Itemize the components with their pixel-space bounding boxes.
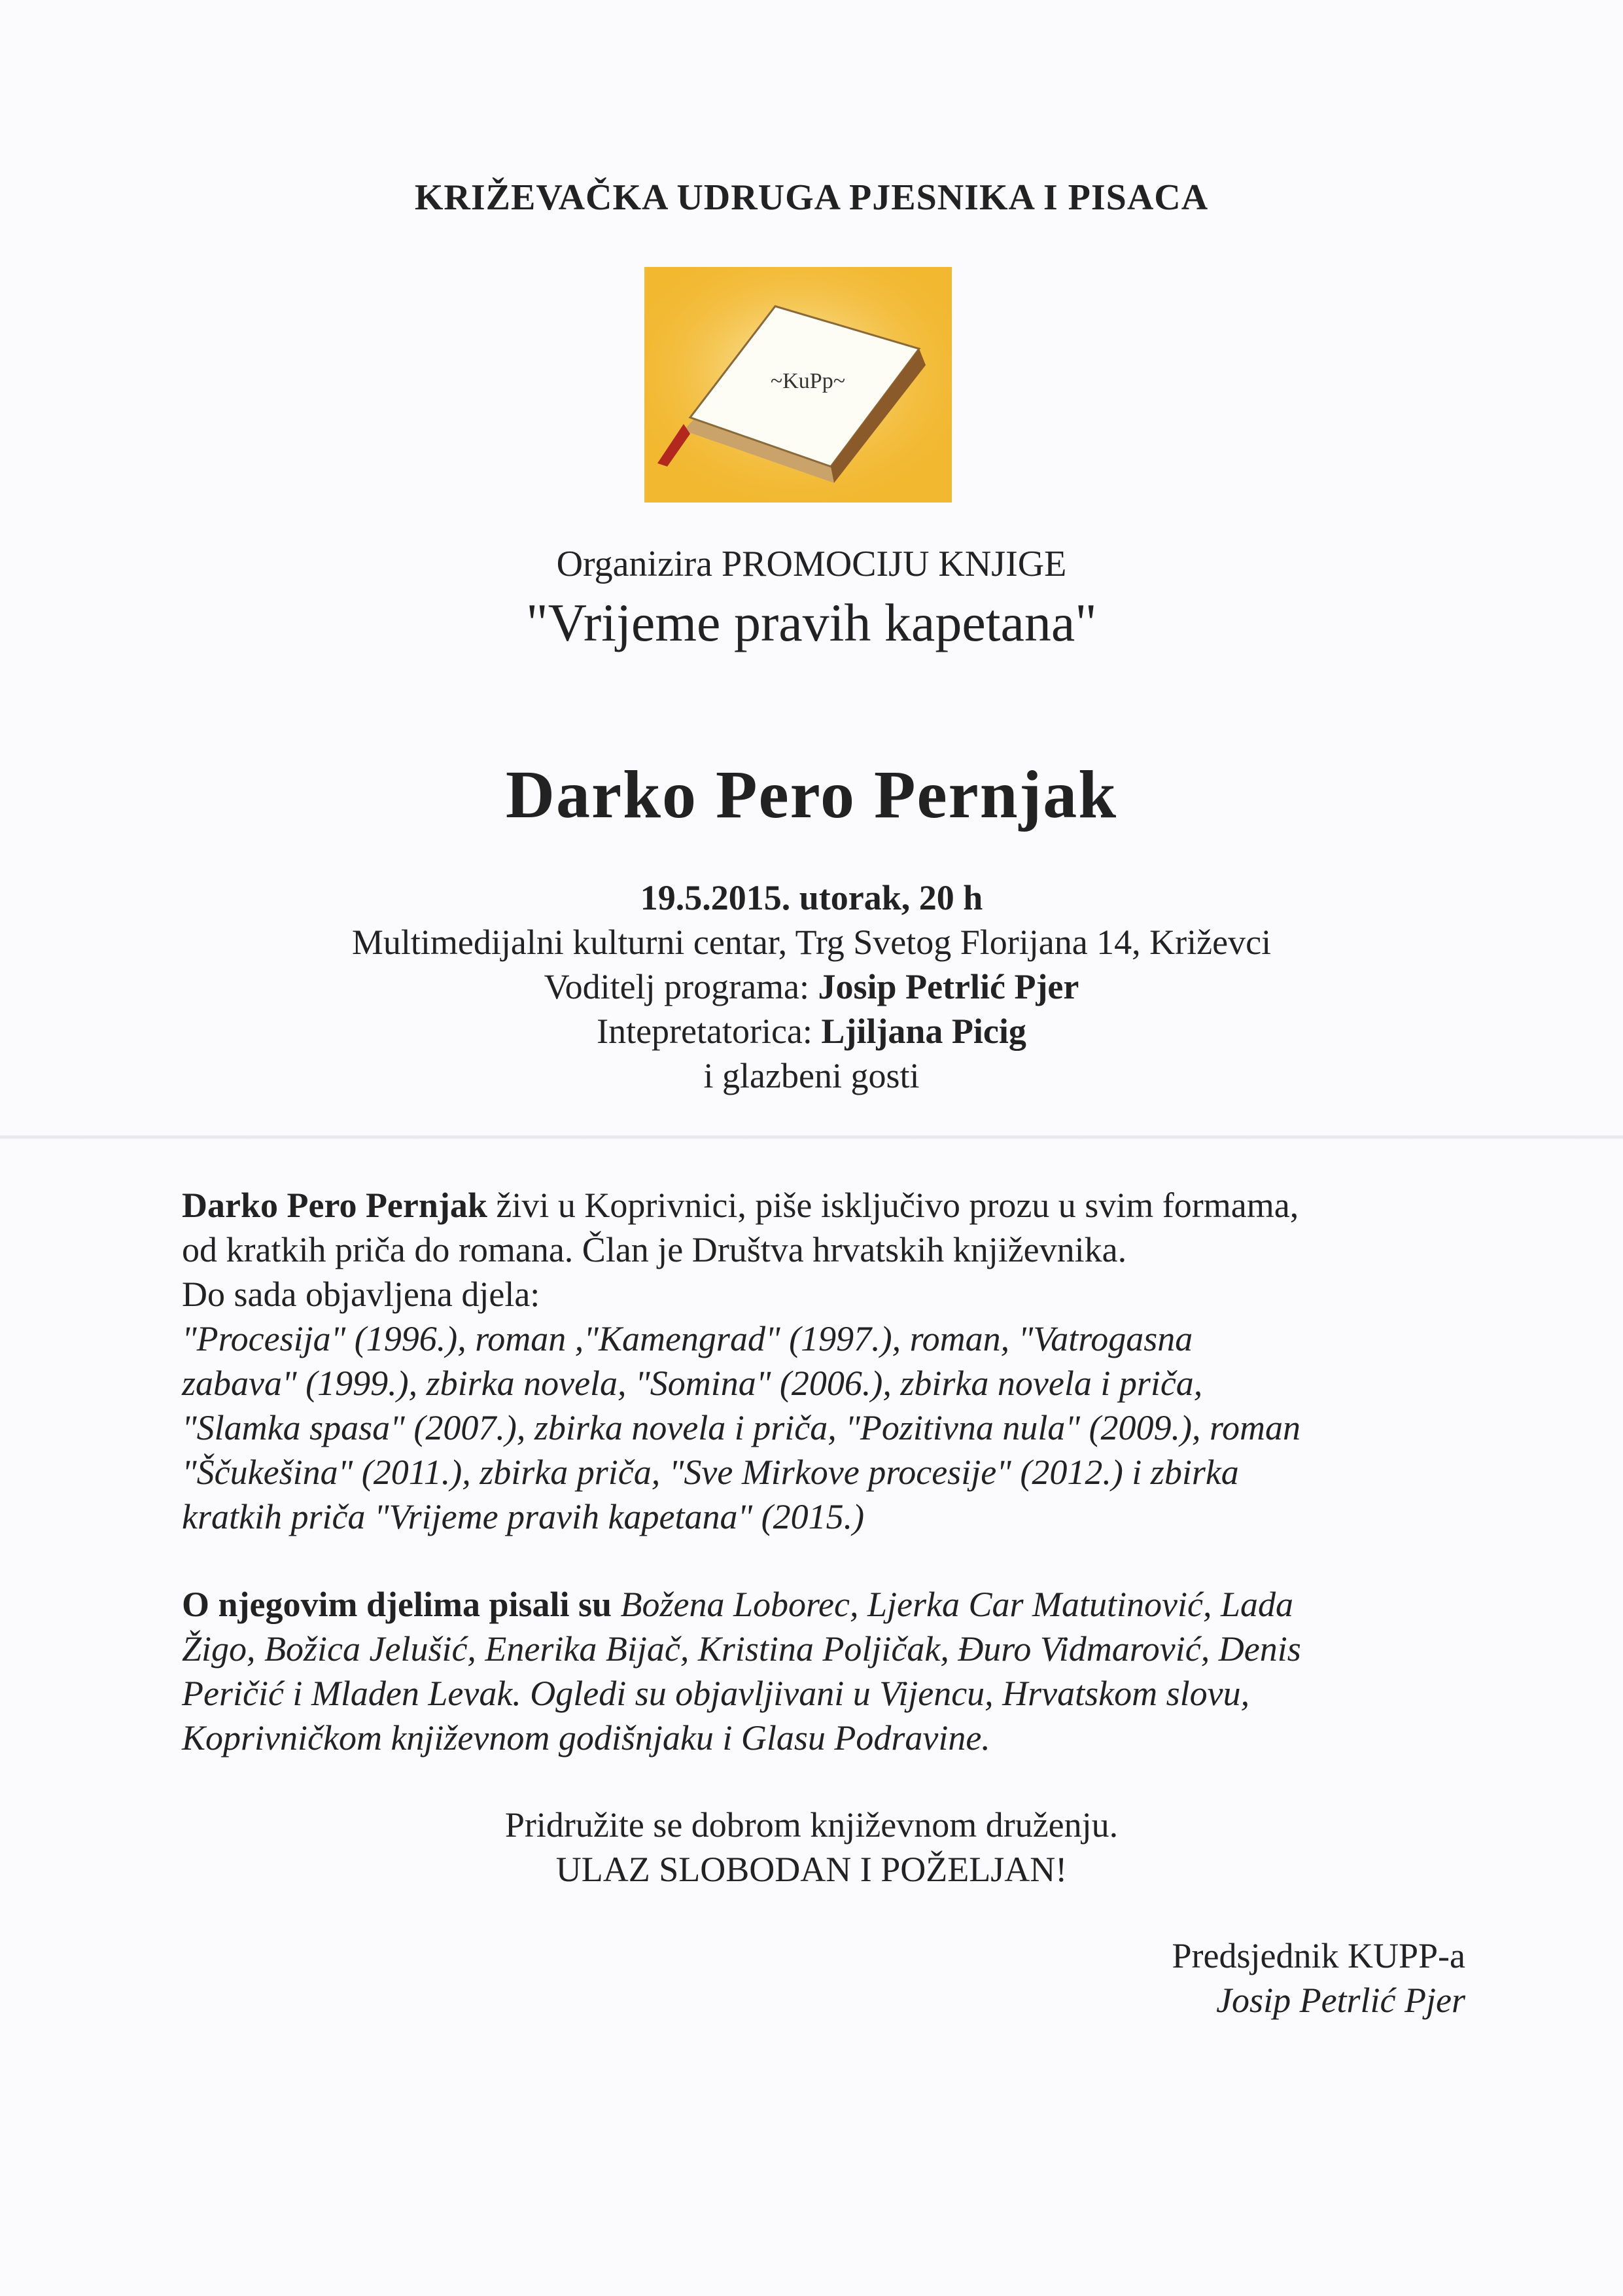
signature-name: Josip Petrlić Pjer <box>1216 1981 1465 2020</box>
works-line: zabava" (1999.), zbirka novela, "Somina" (2006.), zbirka novela i priča, <box>182 1364 1203 1403</box>
performer-label: Intepretatorica: <box>597 1012 812 1051</box>
works-line: "Procesija" (1996.), roman ,"Kamengrad" (1997.), roman, "Vatrogasna <box>182 1319 1193 1358</box>
bio-line-3: Do sada objavljena djela: <box>182 1275 540 1314</box>
closing-entry: ULAZ SLOBODAN I POŽELJAN! <box>555 1850 1068 1889</box>
paper-fold-line <box>0 1135 1623 1139</box>
event-details <box>0 875 1623 1098</box>
event-host <box>0 964 1623 1009</box>
author-bio <box>182 1183 1444 1539</box>
bio-author-name: Darko Pero Pernjak <box>182 1186 487 1225</box>
critics-line-1 <box>182 1582 1444 1627</box>
event-intro: Organizira PROMOCIJU KNJIGE <box>556 544 1067 584</box>
critics-label: O njegovim djelima pisali su <box>182 1585 612 1624</box>
closing-invite: Pridružite se dobrom književnom druženju. <box>504 1805 1119 1845</box>
event-music: i glazbeni gosti <box>703 1056 920 1095</box>
signature-title: Predsjednik KUPP-a <box>1172 1936 1465 1975</box>
bio-line-2: od kratkih priča do romana. Član je Društva hrvatskih književnika. <box>182 1230 1127 1269</box>
works-line: "Slamka spasa" (2007.), zbirka novela i priča, "Pozitivna nula" (2009.), roman <box>182 1408 1301 1447</box>
event-venue: Multimedijalni kulturni centar, Trg Svetog Florijana 14, Križevci <box>351 923 1272 962</box>
critics-line-4: Koprivničkom književnom godišnjaku i Glasu Podravine. <box>182 1718 990 1757</box>
event-datetime: 19.5.2015. utorak, 20 h <box>640 878 983 917</box>
bio-line-1 <box>182 1183 1444 1227</box>
performer-name: Ljiljana Picig <box>821 1012 1026 1051</box>
organization-heading: KRIŽEVAČKA UDRUGA PJESNIKA I PISACA <box>414 177 1209 218</box>
author-name: Darko Pero Pernjak <box>505 757 1118 832</box>
works-line: "Ščukešina" (2011.), zbirka priča, "Sve Mirkove procesije" (2012.) i zbirka <box>182 1453 1239 1492</box>
bio-text-1: živi u Koprivnici, piše isključivo prozu u svim formama, <box>487 1186 1299 1225</box>
critics-line-2: Žigo, Božica Jelušić, Enerika Bijač, Kristina Poljičak, Đuro Vidmarović, Denis <box>182 1629 1301 1669</box>
book-title: "Vrijeme pravih kapetana" <box>526 593 1097 652</box>
works-line: kratkih priča "Vrijeme pravih kapetana" (2015.) <box>182 1497 865 1536</box>
kupp-book-logo <box>644 267 952 503</box>
signature-block <box>1099 1934 1465 2022</box>
closing-message <box>0 1803 1623 1892</box>
host-label: Voditelj programa: <box>544 967 810 1006</box>
critics-paragraph <box>182 1582 1444 1760</box>
critics-line-3: Peričić i Mladen Levak. Ogledi su objavljivani u Vijencu, Hrvatskom slovu, <box>182 1674 1250 1713</box>
logo-text: ~KuPp~ <box>770 369 846 393</box>
host-name: Josip Petrlić Pjer <box>818 967 1079 1006</box>
event-performer <box>0 1009 1623 1053</box>
critics-text-1: Božena Loborec, Ljerka Car Matutinović, Lada <box>612 1585 1293 1624</box>
